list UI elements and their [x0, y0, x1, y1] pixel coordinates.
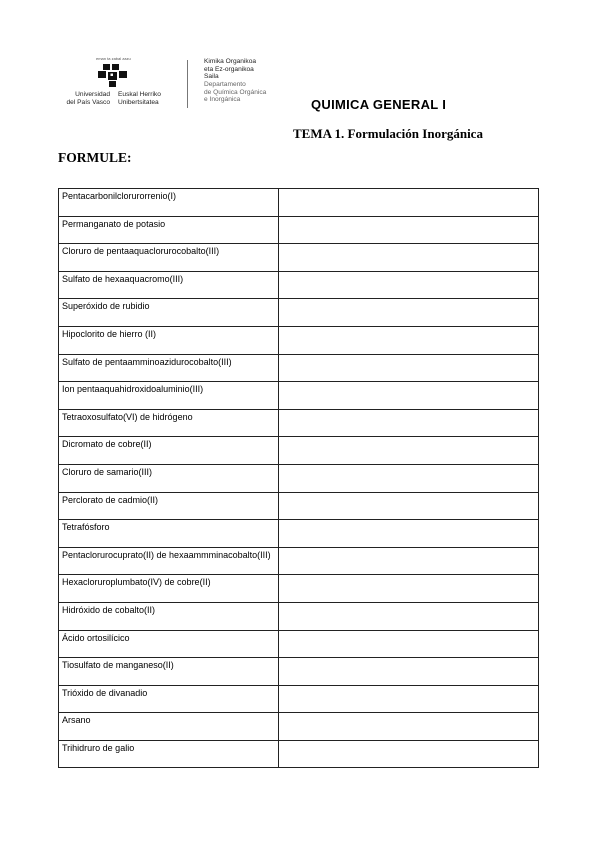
compound-name: Tetrafósforo: [59, 520, 279, 548]
table-row: [59, 547, 539, 575]
table-row: [59, 685, 539, 713]
table-row: [59, 216, 539, 244]
compound-name: Tetraoxosulfato(VI) de hidrógeno: [59, 409, 279, 437]
formula-answer-cell[interactable]: [279, 547, 539, 575]
compound-name: Pentacarbonilclorurorrenio(I): [59, 189, 279, 217]
compound-name: Arsano: [59, 713, 279, 741]
table-row: [59, 354, 539, 382]
formula-answer-cell[interactable]: [279, 354, 539, 382]
table-row: [59, 271, 539, 299]
table-row: [59, 299, 539, 327]
table-row: [59, 326, 539, 354]
formula-answer-cell[interactable]: [279, 713, 539, 741]
compound-name: Tiosulfato de manganeso(II): [59, 658, 279, 686]
formula-answer-cell[interactable]: [279, 740, 539, 768]
table-row: [59, 602, 539, 630]
compound-name: Hexacloruroplumbato(IV) de cobre(II): [59, 575, 279, 603]
emblem-motto: eman ta zabal zazu: [96, 56, 131, 61]
table-row: [59, 713, 539, 741]
formula-answer-cell[interactable]: [279, 437, 539, 465]
compound-name: Sulfato de hexaaquacromo(III): [59, 271, 279, 299]
formula-answer-cell[interactable]: [279, 326, 539, 354]
course-title: QUIMICA GENERAL I: [311, 97, 447, 112]
formula-answer-cell[interactable]: [279, 271, 539, 299]
table-row: [59, 189, 539, 217]
university-name-es: Universidad del País Vasco: [66, 91, 110, 106]
formula-answer-cell[interactable]: [279, 575, 539, 603]
formula-answer-cell[interactable]: [279, 189, 539, 217]
table-row: [59, 520, 539, 548]
formula-answer-cell[interactable]: [279, 658, 539, 686]
compound-name: Cloruro de samario(III): [59, 464, 279, 492]
table-row: [59, 409, 539, 437]
university-logo: [58, 58, 288, 114]
formula-answer-cell[interactable]: [279, 630, 539, 658]
department-name-es: Departamento de Química Orgánica e Inorgánica: [204, 81, 267, 103]
compound-name: Ion pentaaquahidroxidoaluminio(III): [59, 382, 279, 410]
table-row: [59, 437, 539, 465]
table-row: [59, 658, 539, 686]
formula-answer-cell[interactable]: [279, 409, 539, 437]
department-name-eu: Kimika Organikoa eta Ez-organikoa Saila: [204, 58, 257, 80]
table-row: [59, 575, 539, 603]
compounds-table: [58, 188, 539, 768]
table-row: [59, 630, 539, 658]
logo-divider: [187, 60, 188, 108]
table-row: [59, 492, 539, 520]
upv-ehu-emblem-icon: [96, 56, 131, 88]
compound-name: Hidróxido de cobalto(II): [59, 602, 279, 630]
compound-name: Trihidruro de galio: [59, 740, 279, 768]
formula-answer-cell[interactable]: [279, 520, 539, 548]
formula-answer-cell[interactable]: [279, 244, 539, 272]
table-row: [59, 382, 539, 410]
compound-name: Pentaclorurocuprato(II) de hexaammminacobalto(III): [59, 547, 279, 575]
compound-name: Sulfato de pentaamminoazidurocobalto(III): [59, 354, 279, 382]
compound-name: Dicromato de cobre(II): [59, 437, 279, 465]
compound-name: Hipoclorito de hierro (II): [59, 326, 279, 354]
formula-answer-cell[interactable]: [279, 685, 539, 713]
table-row: [59, 740, 539, 768]
formula-answer-cell[interactable]: [279, 299, 539, 327]
table-row: [59, 464, 539, 492]
compound-name: Permanganato de potasio: [59, 216, 279, 244]
compound-name: Cloruro de pentaaquaclorurocobalto(III): [59, 244, 279, 272]
compound-name: Ácido ortosilícico: [59, 630, 279, 658]
topic-title: TEMA 1. Formulación Inorgánica: [293, 126, 483, 141]
compound-name: Trióxido de divanadio: [59, 685, 279, 713]
formula-answer-cell[interactable]: [279, 492, 539, 520]
compound-name: Superóxido de rubidio: [59, 299, 279, 327]
formula-answer-cell[interactable]: [279, 382, 539, 410]
compound-name: Perclorato de cadmio(II): [59, 492, 279, 520]
university-name-eu: Euskal Herriko Unibertsitatea: [118, 91, 161, 106]
formula-answer-cell[interactable]: [279, 216, 539, 244]
document-header: [0, 0, 599, 165]
section-label: FORMULE:: [58, 150, 132, 165]
formula-answer-cell[interactable]: [279, 464, 539, 492]
formula-answer-cell[interactable]: [279, 602, 539, 630]
table-row: [59, 244, 539, 272]
